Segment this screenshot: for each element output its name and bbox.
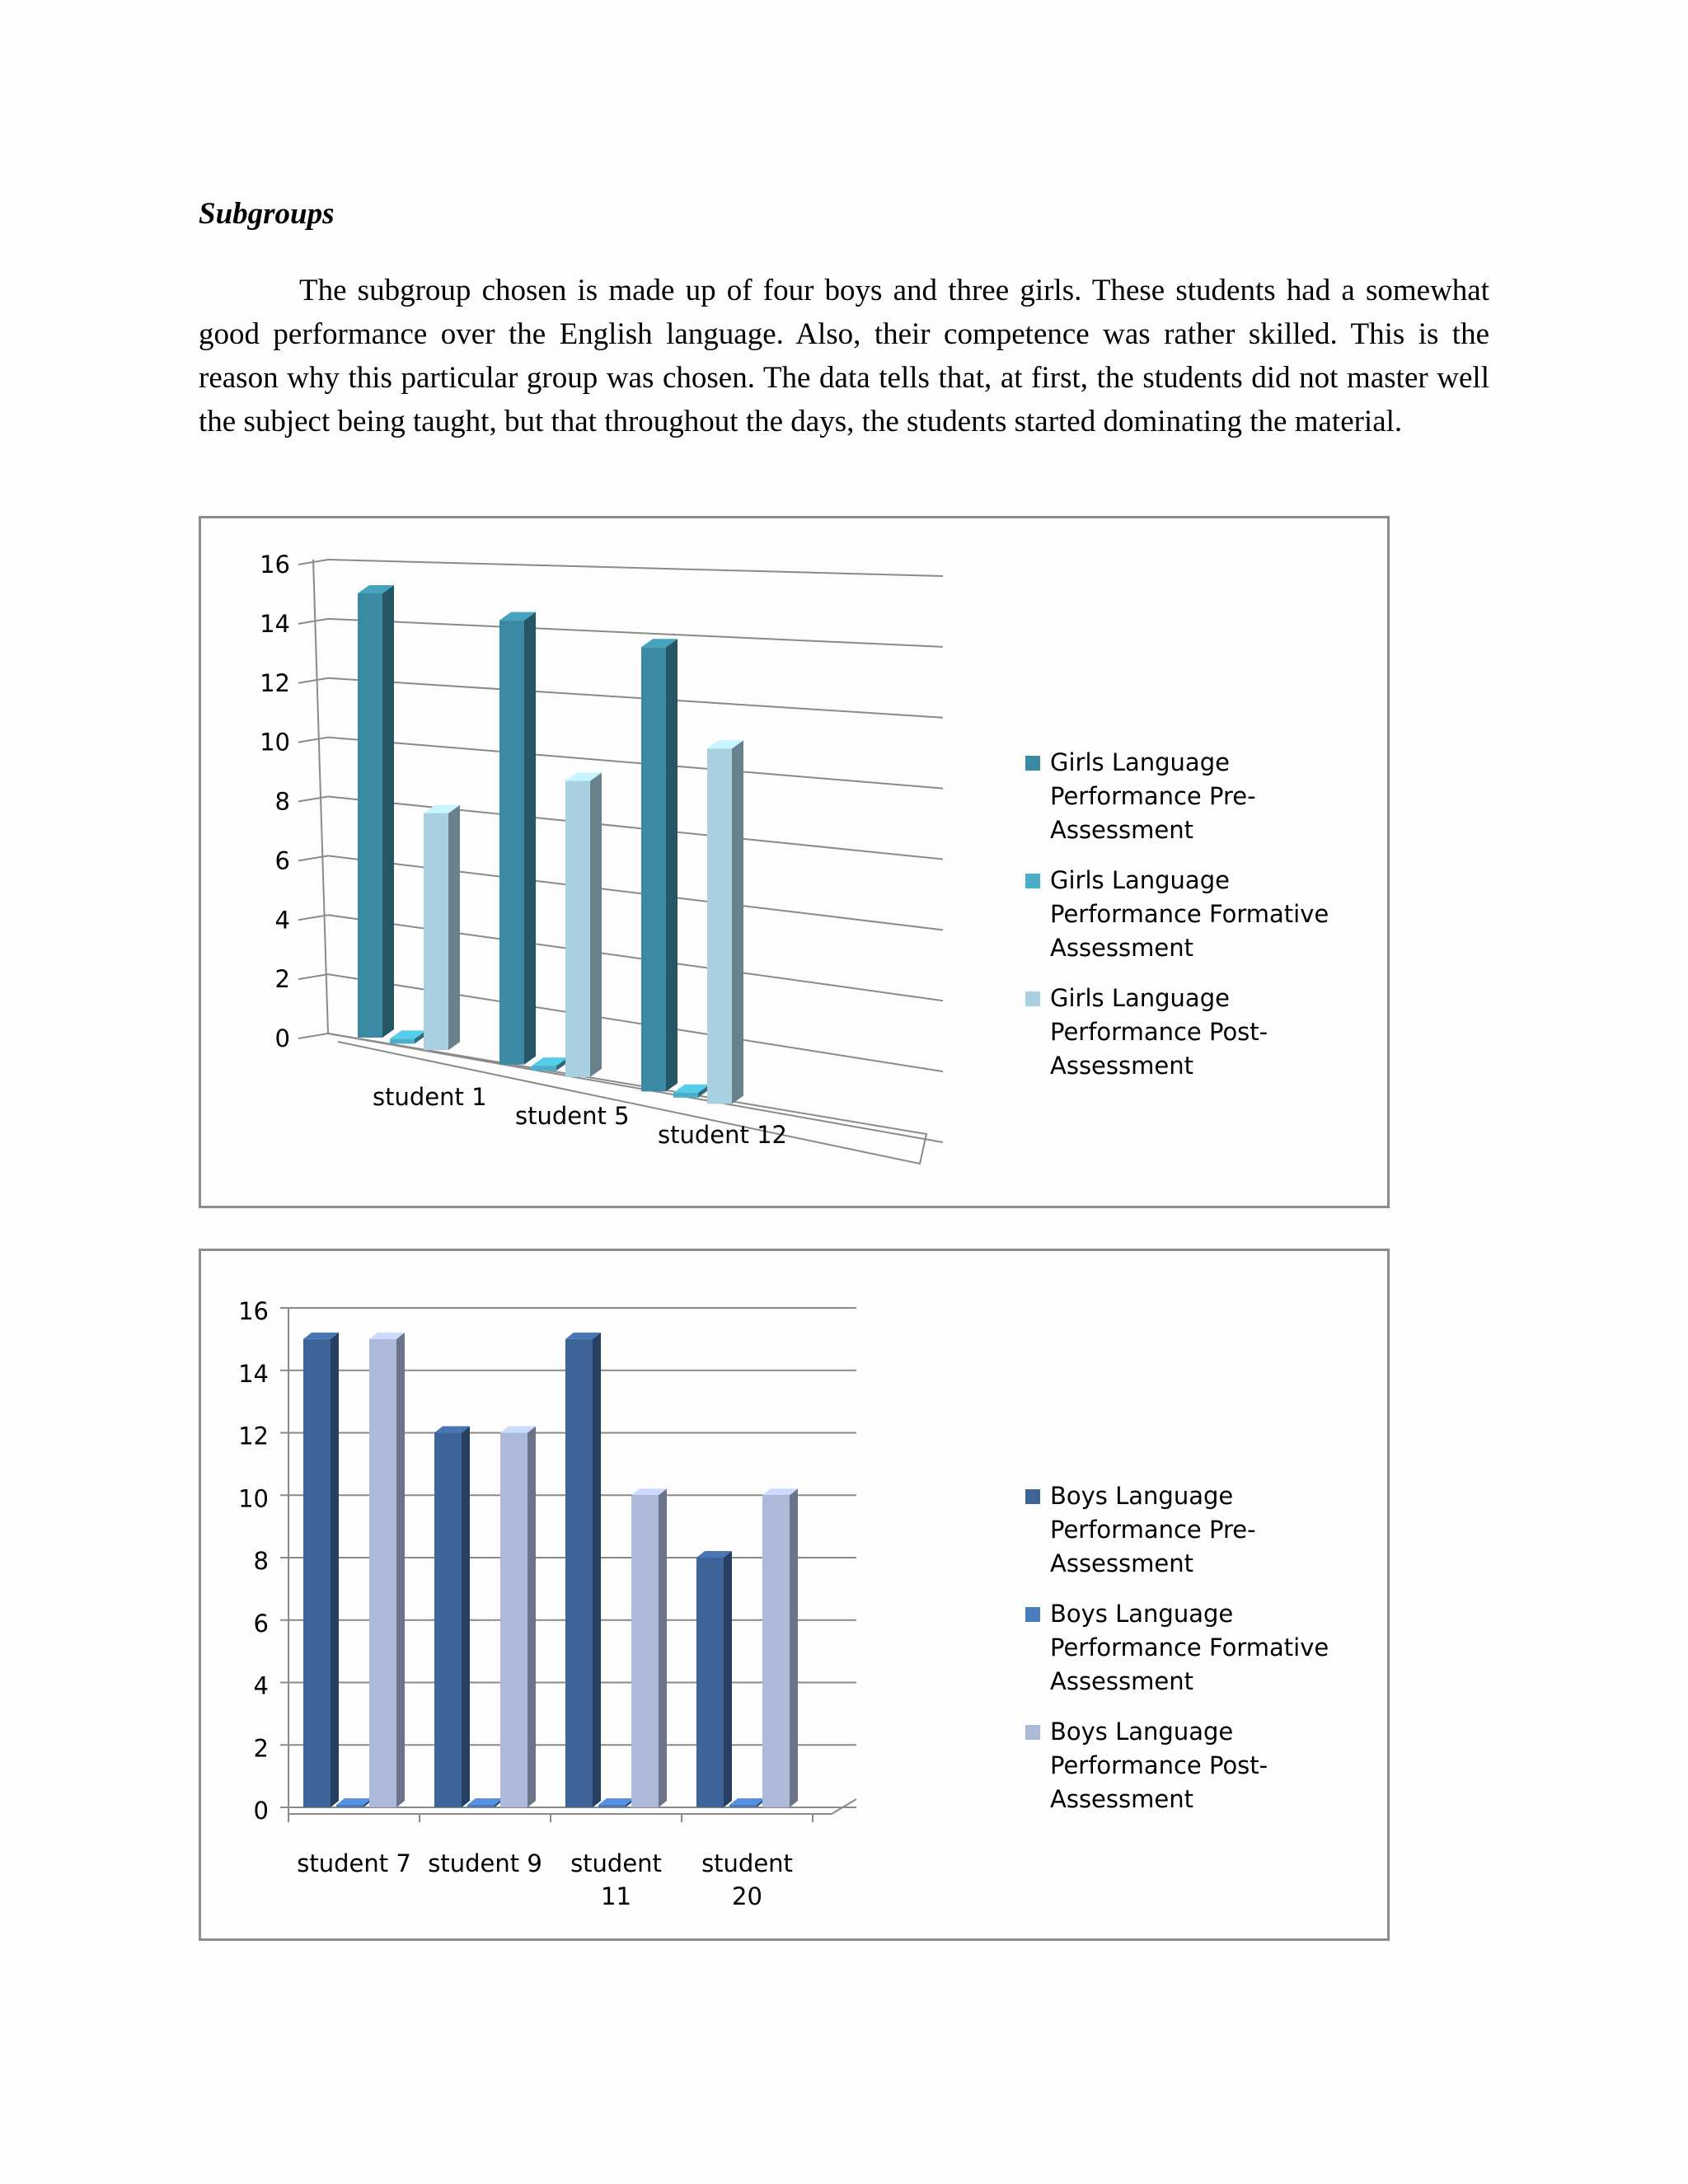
bar-student-11-pre	[565, 1333, 601, 1807]
y-tick-label: 14	[260, 609, 290, 638]
bar-student-7-post	[369, 1333, 405, 1807]
section-heading: Subgroups	[199, 197, 335, 231]
bar-student-20-pre	[696, 1551, 732, 1807]
bar-student-12-formative	[673, 1085, 710, 1098]
legend-swatch	[1025, 874, 1040, 888]
legend-item	[1025, 1479, 1388, 1581]
axis-tick	[298, 1033, 328, 1038]
y-tick-label: 2	[253, 1734, 269, 1763]
legend-label: Girls Language Performance Formative Assessment	[1050, 866, 1329, 962]
legend-swatch	[1025, 1489, 1040, 1504]
bar-student-11-formative	[598, 1798, 634, 1807]
x-tick-label: student 11	[570, 1849, 662, 1910]
bar-student-1-pre	[358, 585, 394, 1038]
boys-performance-chart	[199, 1249, 1390, 1941]
y-tick-label: 16	[260, 551, 290, 579]
legend-label: Boys Language Performance Pre-Assessment	[1050, 1482, 1256, 1577]
y-tick-label: 10	[260, 728, 290, 757]
legend-item	[1025, 864, 1388, 965]
axis-tick	[298, 797, 328, 802]
x-tick-label: student 1	[373, 1083, 487, 1111]
y-tick-label: 4	[274, 906, 290, 935]
y-tick-label: 0	[253, 1797, 269, 1825]
y-tick-label: 16	[238, 1297, 269, 1325]
legend-item	[1025, 1597, 1388, 1699]
bar-student-12-pre	[641, 639, 678, 1091]
y-tick-label: 2	[274, 965, 290, 994]
gridline	[328, 974, 943, 1071]
y-tick-label: 12	[260, 668, 290, 697]
legend-item	[1025, 746, 1388, 847]
axis-tick	[298, 974, 328, 979]
y-tick-label: 0	[274, 1024, 290, 1052]
gridline	[328, 855, 943, 930]
bar-student-7-formative	[336, 1798, 372, 1807]
axis-tick	[298, 855, 328, 860]
y-tick-label: 10	[238, 1484, 269, 1513]
gridline	[328, 738, 943, 789]
y-tick-label: 6	[274, 846, 290, 875]
axis-tick	[298, 619, 328, 624]
y-tick-label: 8	[253, 1547, 269, 1575]
y-tick-label: 14	[238, 1359, 269, 1388]
legend-swatch	[1025, 1607, 1040, 1622]
bar-student-11-post	[631, 1488, 667, 1807]
bar-student-12-post	[707, 740, 743, 1104]
bar-student-9-post	[500, 1427, 536, 1808]
legend-swatch	[1025, 991, 1040, 1006]
legend-label: Boys Language Performance Formative Assessment	[1050, 1600, 1329, 1695]
legend-label: Boys Language Performance Post-Assessment	[1050, 1718, 1268, 1813]
bar-student-9-formative	[467, 1798, 503, 1807]
bar-student-5-pre	[499, 612, 536, 1065]
legend-swatch	[1025, 1725, 1040, 1740]
x-tick-label: student 5	[515, 1102, 630, 1130]
y-tick-label: 6	[253, 1609, 269, 1638]
bar-student-1-post	[424, 805, 460, 1050]
bar-student-7-pre	[303, 1333, 339, 1807]
x-tick-label: student 20	[701, 1849, 793, 1910]
x-tick-label: student 12	[658, 1121, 787, 1149]
bar-student-9-pre	[434, 1427, 470, 1808]
axis-tick	[298, 678, 328, 683]
girls-performance-chart	[199, 516, 1390, 1208]
axis-tick	[298, 738, 328, 743]
boys-chart-legend	[1025, 1479, 1388, 1833]
body-paragraph: The subgroup chosen is made up of four boys and three girls. These students had a somewhat good performance over the English language. Also, their competence was rather skilled. This is the reason why this particular group was chosen. The data tells that, at first, the students did not master well the subject being taught, but that throughout the days, the students started dominating the material.	[199, 274, 1489, 438]
girls-chart-legend	[1025, 746, 1388, 1099]
legend-label: Girls Language Performance Post-Assessment	[1050, 984, 1268, 1080]
gridline	[328, 797, 943, 860]
bar-student-1-formative	[390, 1030, 426, 1043]
gridline	[328, 560, 943, 576]
y-tick-label: 4	[253, 1671, 269, 1700]
y-tick-label: 8	[274, 787, 290, 816]
bar-student-5-post	[565, 773, 602, 1077]
bar-student-5-formative	[532, 1057, 568, 1071]
legend-item	[1025, 982, 1388, 1083]
legend-swatch	[1025, 756, 1040, 771]
legend-item	[1025, 1715, 1388, 1816]
x-tick-label: student 9	[428, 1849, 542, 1877]
x-tick-label: student 7	[297, 1849, 411, 1877]
y-tick-label: 12	[238, 1422, 269, 1451]
legend-label: Girls Language Performance Pre-Assessment	[1050, 748, 1256, 844]
bar-student-20-formative	[729, 1798, 765, 1807]
bar-student-20-post	[762, 1488, 798, 1807]
gridline	[328, 619, 943, 647]
gridline	[328, 678, 943, 718]
gridline	[328, 915, 943, 1001]
